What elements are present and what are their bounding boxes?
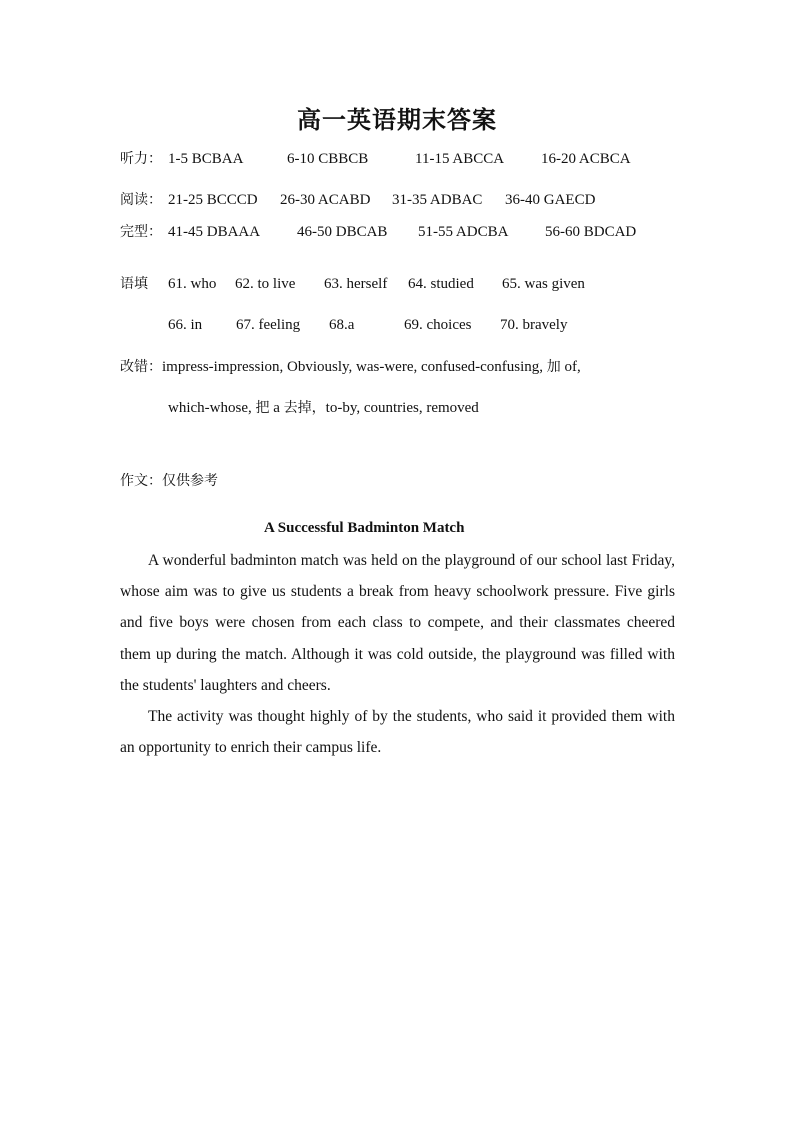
- correction-text: which-whose,: [168, 400, 256, 416]
- listening-answer: 11-15 ABCCA: [415, 151, 505, 167]
- listening-label: 听力：: [120, 151, 162, 167]
- grammar-fill-answer: 65. was given: [502, 276, 585, 292]
- grammar-fill-answer: 69. choices: [404, 317, 472, 333]
- essay-paragraph: The activity was thought highly of by the students, who said it provided them with an opportunity to enrich their campus life.: [120, 708, 675, 757]
- correction-text: a: [269, 400, 284, 416]
- correction-text: impress-impression, Obviously, was-were, confused-confusing,: [162, 359, 547, 375]
- grammar-fill-answer: 61. who: [168, 276, 217, 292]
- listening-answer: 6-10 CBBCB: [287, 151, 369, 167]
- cloze-answer: 56-60 BDCAD: [545, 224, 637, 240]
- essay-paragraph: A wonderful badminton match was held on the playground of our school last Friday, whose aim was to give us students a break from heavy schoolwork pressure. Five girls and five boys were chosen from each class to compete, and their classmates cheered them up during the match. Although it was cold outside, the playground was filled with the students' laughters and cheers.: [120, 552, 675, 694]
- essay-body: [120, 545, 675, 763]
- reading-answer: 26-30 ACABD: [280, 192, 371, 208]
- correction-text: of,: [560, 359, 581, 375]
- correction-line-2: [168, 398, 479, 418]
- grammar-fill-answer: 67. feeling: [236, 317, 301, 333]
- grammar-fill-answer: 62. to live: [235, 276, 296, 292]
- grammar-fill-label: 语填: [120, 276, 148, 292]
- reading-answer: 21-25 BCCCD: [168, 192, 258, 208]
- essay-label: 作文：仅供参考: [120, 473, 218, 489]
- grammar-fill-answer: 66. in: [168, 317, 203, 333]
- correction-label: 改错：: [120, 359, 162, 375]
- cloze-label: 完型：: [120, 224, 162, 240]
- grammar-fill-answer: 64. studied: [408, 276, 474, 292]
- reading-label: 阅读：: [120, 192, 162, 208]
- correction-text-cjk: 把: [255, 400, 270, 416]
- reading-answer: 36-40 GAECD: [505, 192, 596, 208]
- correction-text: to-by, countries, removed: [325, 400, 479, 416]
- cloze-answer: 46-50 DBCAB: [297, 224, 388, 240]
- correction-text-cjk: 加: [546, 359, 561, 375]
- listening-answer: 1-5 BCBAA: [168, 151, 244, 167]
- essay-title: A Successful Badminton Match: [264, 520, 465, 536]
- correction-line-1: [120, 357, 581, 377]
- correction-text-cjk: 去掉，: [283, 400, 326, 416]
- grammar-fill-answer: 63. herself: [324, 276, 388, 292]
- grammar-fill-answer: 68.a: [329, 317, 355, 333]
- page-title: 高一英语期末答案: [297, 105, 497, 134]
- cloze-answer: 41-45 DBAAA: [168, 224, 261, 240]
- reading-answer: 31-35 ADBAC: [392, 192, 483, 208]
- cloze-answer: 51-55 ADCBA: [418, 224, 509, 240]
- grammar-fill-answer: 70. bravely: [500, 317, 568, 333]
- listening-answer: 16-20 ACBCA: [541, 151, 631, 167]
